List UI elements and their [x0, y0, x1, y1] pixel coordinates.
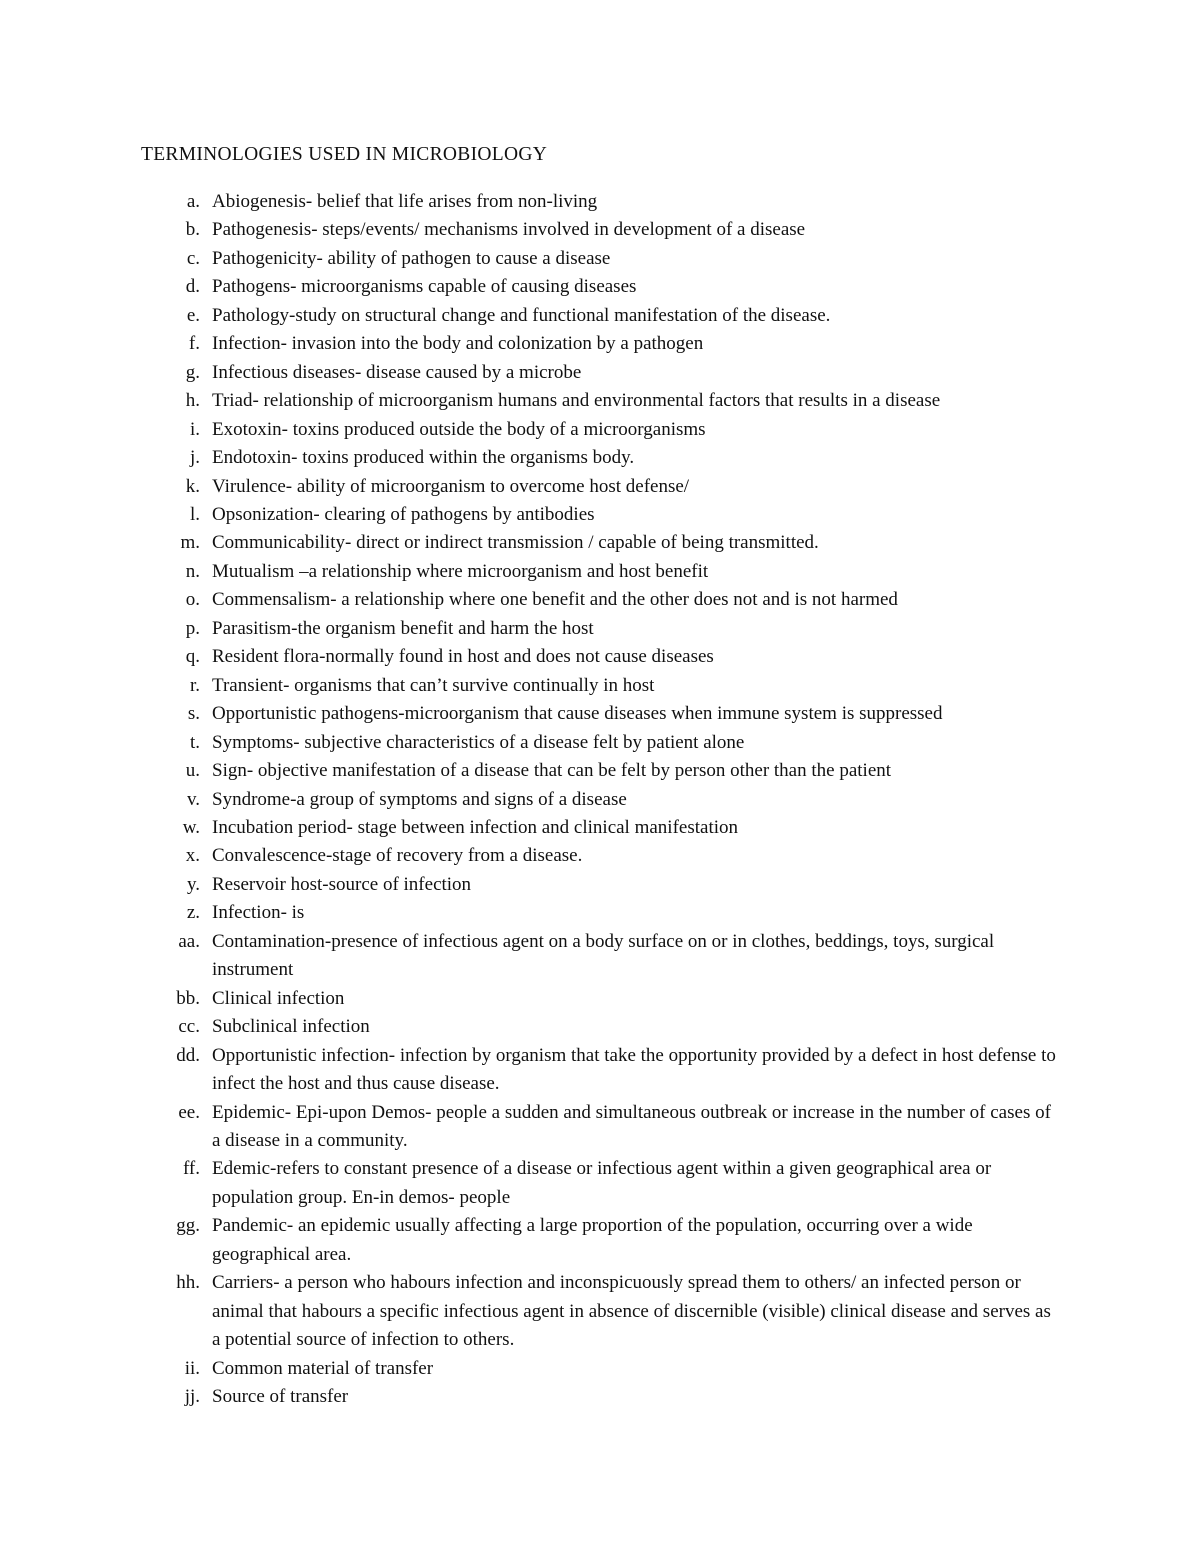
- list-item: [140, 416, 1060, 444]
- list-item-text: Incubation period- stage between infection and clinical manifestation: [212, 816, 738, 838]
- list-item-text: Parasitism-the organism benefit and harm the host: [212, 617, 594, 639]
- list-item: [140, 529, 1060, 557]
- list-item-text: Contamination-presence of infectious agent on a body surface on or in clothes, beddings, toys, surgical instrument: [212, 930, 995, 981]
- list-item-text: Opportunistic infection- infection by organism that take the opportunity provided by a defect in host defense to infect the host and thus cause disease.: [212, 1044, 1056, 1095]
- list-item-marker: cc.: [178, 1016, 200, 1038]
- list-item: [140, 1155, 1060, 1212]
- list-item: [140, 842, 1060, 870]
- list-item-marker: p.: [185, 617, 200, 639]
- list-item-text: Communicability- direct or indirect transmission / capable of being transmitted.: [212, 532, 819, 554]
- list-item-text: Pathogenesis- steps/events/ mechanisms involved in development of a disease: [212, 219, 806, 241]
- list-item-marker: x.: [185, 845, 200, 867]
- list-item-marker: ii.: [184, 1357, 200, 1379]
- list-item: [140, 672, 1060, 700]
- list-item-marker: ff.: [182, 1158, 200, 1180]
- list-item: [140, 1042, 1060, 1099]
- list-item-marker: c.: [186, 247, 200, 269]
- list-item: [140, 1383, 1060, 1411]
- list-item-text: Reservoir host-source of infection: [212, 873, 472, 895]
- list-item-marker: t.: [189, 731, 200, 753]
- list-item-text: Abiogenesis- belief that life arises from non-living: [212, 191, 598, 212]
- list-item: [140, 1212, 1060, 1269]
- list-item-text: Pathology-study on structural change and functional manifestation of the disease.: [212, 304, 831, 326]
- list-item-text: Endotoxin- toxins produced within the organisms body.: [212, 447, 635, 469]
- list-item: [140, 643, 1060, 671]
- list-item-marker: ee.: [178, 1101, 200, 1123]
- list-item-text: Common material of transfer: [212, 1357, 434, 1379]
- list-item-text: Syndrome-a group of symptoms and signs of a disease: [212, 788, 627, 810]
- list-item-marker: a.: [186, 191, 200, 212]
- list-item: [140, 786, 1060, 814]
- document-title: TERMINOLOGIES USED IN MICROBIOLOGY: [141, 144, 548, 165]
- list-item-text: Resident flora-normally found in host and does not cause diseases: [212, 646, 714, 668]
- list-item-text: Symptoms- subjective characteristics of a disease felt by patient alone: [212, 731, 745, 753]
- list-item-marker: y.: [186, 873, 200, 895]
- list-item: [140, 1355, 1060, 1383]
- list-item-marker: g.: [185, 361, 200, 383]
- list-item: [140, 1099, 1060, 1156]
- list-item-text: Epidemic- Epi-upon Demos- people a sudden and simultaneous outbreak or increase in the number of cases of a disease in a community.: [212, 1101, 1051, 1151]
- list-item: [140, 245, 1060, 273]
- list-item: [140, 444, 1060, 472]
- list-item-marker: o.: [185, 589, 200, 611]
- list-item-marker: k.: [185, 475, 200, 497]
- list-item: [140, 899, 1060, 927]
- list-item: [140, 586, 1060, 614]
- list-item: [140, 473, 1060, 501]
- list-item-text: Sign- objective manifestation of a disease that can be felt by person other than the patient: [212, 760, 892, 782]
- list-item-marker: f.: [188, 333, 200, 355]
- list-item: [140, 985, 1060, 1013]
- list-item-text: Pathogens- microorganisms capable of causing diseases: [212, 276, 637, 298]
- list-item-text: Mutualism –a relationship where microorganism and host benefit: [212, 560, 709, 582]
- list-item: [140, 615, 1060, 643]
- list-item-text: Convalescence-stage of recovery from a disease.: [212, 845, 583, 867]
- list-item-marker: r.: [189, 674, 200, 696]
- list-item-text: Virulence- ability of microorganism to overcome host defense/: [212, 475, 690, 497]
- list-item-marker: jj.: [184, 1386, 200, 1408]
- list-item: [140, 216, 1060, 244]
- list-item: [140, 273, 1060, 301]
- list-item: [140, 330, 1060, 358]
- list-item-text: Edemic-refers to constant presence of a disease or infectious agent within a given geographical area or population group. En-in demos- people: [212, 1158, 992, 1208]
- list-item: [140, 558, 1060, 586]
- list-item: [140, 700, 1060, 728]
- list-item: [140, 1013, 1060, 1041]
- terminology-list: [140, 188, 1060, 1411]
- list-item: [140, 387, 1060, 415]
- list-item-marker: u.: [185, 760, 200, 782]
- list-item-marker: e.: [186, 304, 200, 326]
- list-item: [140, 871, 1060, 899]
- list-item-text: Exotoxin- toxins produced outside the body of a microorganisms: [212, 418, 706, 440]
- list-item: [140, 928, 1060, 985]
- list-item: [140, 757, 1060, 785]
- list-item-text: Commensalism- a relationship where one benefit and the other does not and is not harmed: [212, 589, 898, 611]
- list-item: [140, 729, 1060, 757]
- list-item: [140, 1269, 1060, 1354]
- list-item-text: Clinical infection: [212, 987, 345, 1009]
- list-item-marker: gg.: [176, 1215, 200, 1237]
- list-item-marker: i.: [189, 418, 200, 440]
- list-item-marker: d.: [185, 276, 200, 298]
- list-item-text: Triad- relationship of microorganism humans and environmental factors that results in a disease: [212, 390, 941, 412]
- list-item-marker: b.: [185, 219, 200, 241]
- list-item-marker: m.: [180, 532, 200, 554]
- list-item-marker: w.: [182, 816, 200, 838]
- list-item-marker: q.: [185, 646, 200, 668]
- list-item-text: Infectious diseases- disease caused by a microbe: [212, 361, 582, 383]
- list-item-marker: n.: [185, 560, 200, 582]
- list-item: [140, 501, 1060, 529]
- list-item-marker: bb.: [176, 987, 200, 1009]
- list-item-marker: z.: [186, 902, 200, 924]
- list-item-text: Infection- is: [212, 902, 305, 924]
- list-item-text: Pandemic- an epidemic usually affecting a large proportion of the population, occurring over a wide geographical area.: [212, 1215, 973, 1265]
- list-item-text: Subclinical infection: [212, 1016, 370, 1038]
- list-item-marker: dd.: [176, 1044, 200, 1066]
- list-item-marker: hh.: [176, 1272, 200, 1294]
- list-item: [140, 359, 1060, 387]
- list-item-marker: j.: [189, 447, 200, 469]
- list-item-text: Opsonization- clearing of pathogens by antibodies: [212, 503, 595, 525]
- list-item-marker: v.: [186, 788, 200, 810]
- list-item: [140, 188, 1060, 216]
- list-item-marker: s.: [187, 703, 200, 725]
- list-item-text: Transient- organisms that can’t survive continually in host: [212, 674, 655, 696]
- list-item-text: Pathogenicity- ability of pathogen to cause a disease: [212, 247, 611, 269]
- list-item-marker: aa.: [178, 930, 200, 952]
- list-item-text: Infection- invasion into the body and colonization by a pathogen: [212, 333, 704, 355]
- list-item: [140, 814, 1060, 842]
- list-item-text: Source of transfer: [212, 1386, 349, 1408]
- list-item-marker: h.: [185, 390, 200, 412]
- list-item: [140, 302, 1060, 330]
- list-item-marker: l.: [189, 503, 200, 525]
- list-item-text: Carriers- a person who habours infection and inconspicuously spread them to others/ an infected person or animal that habours a specific infectious agent in absence of discernible (visible) clinical disease and serves as a potential source of infection to others.: [212, 1272, 1051, 1351]
- list-item-text: Opportunistic pathogens-microorganism that cause diseases when immune system is suppressed: [212, 703, 943, 725]
